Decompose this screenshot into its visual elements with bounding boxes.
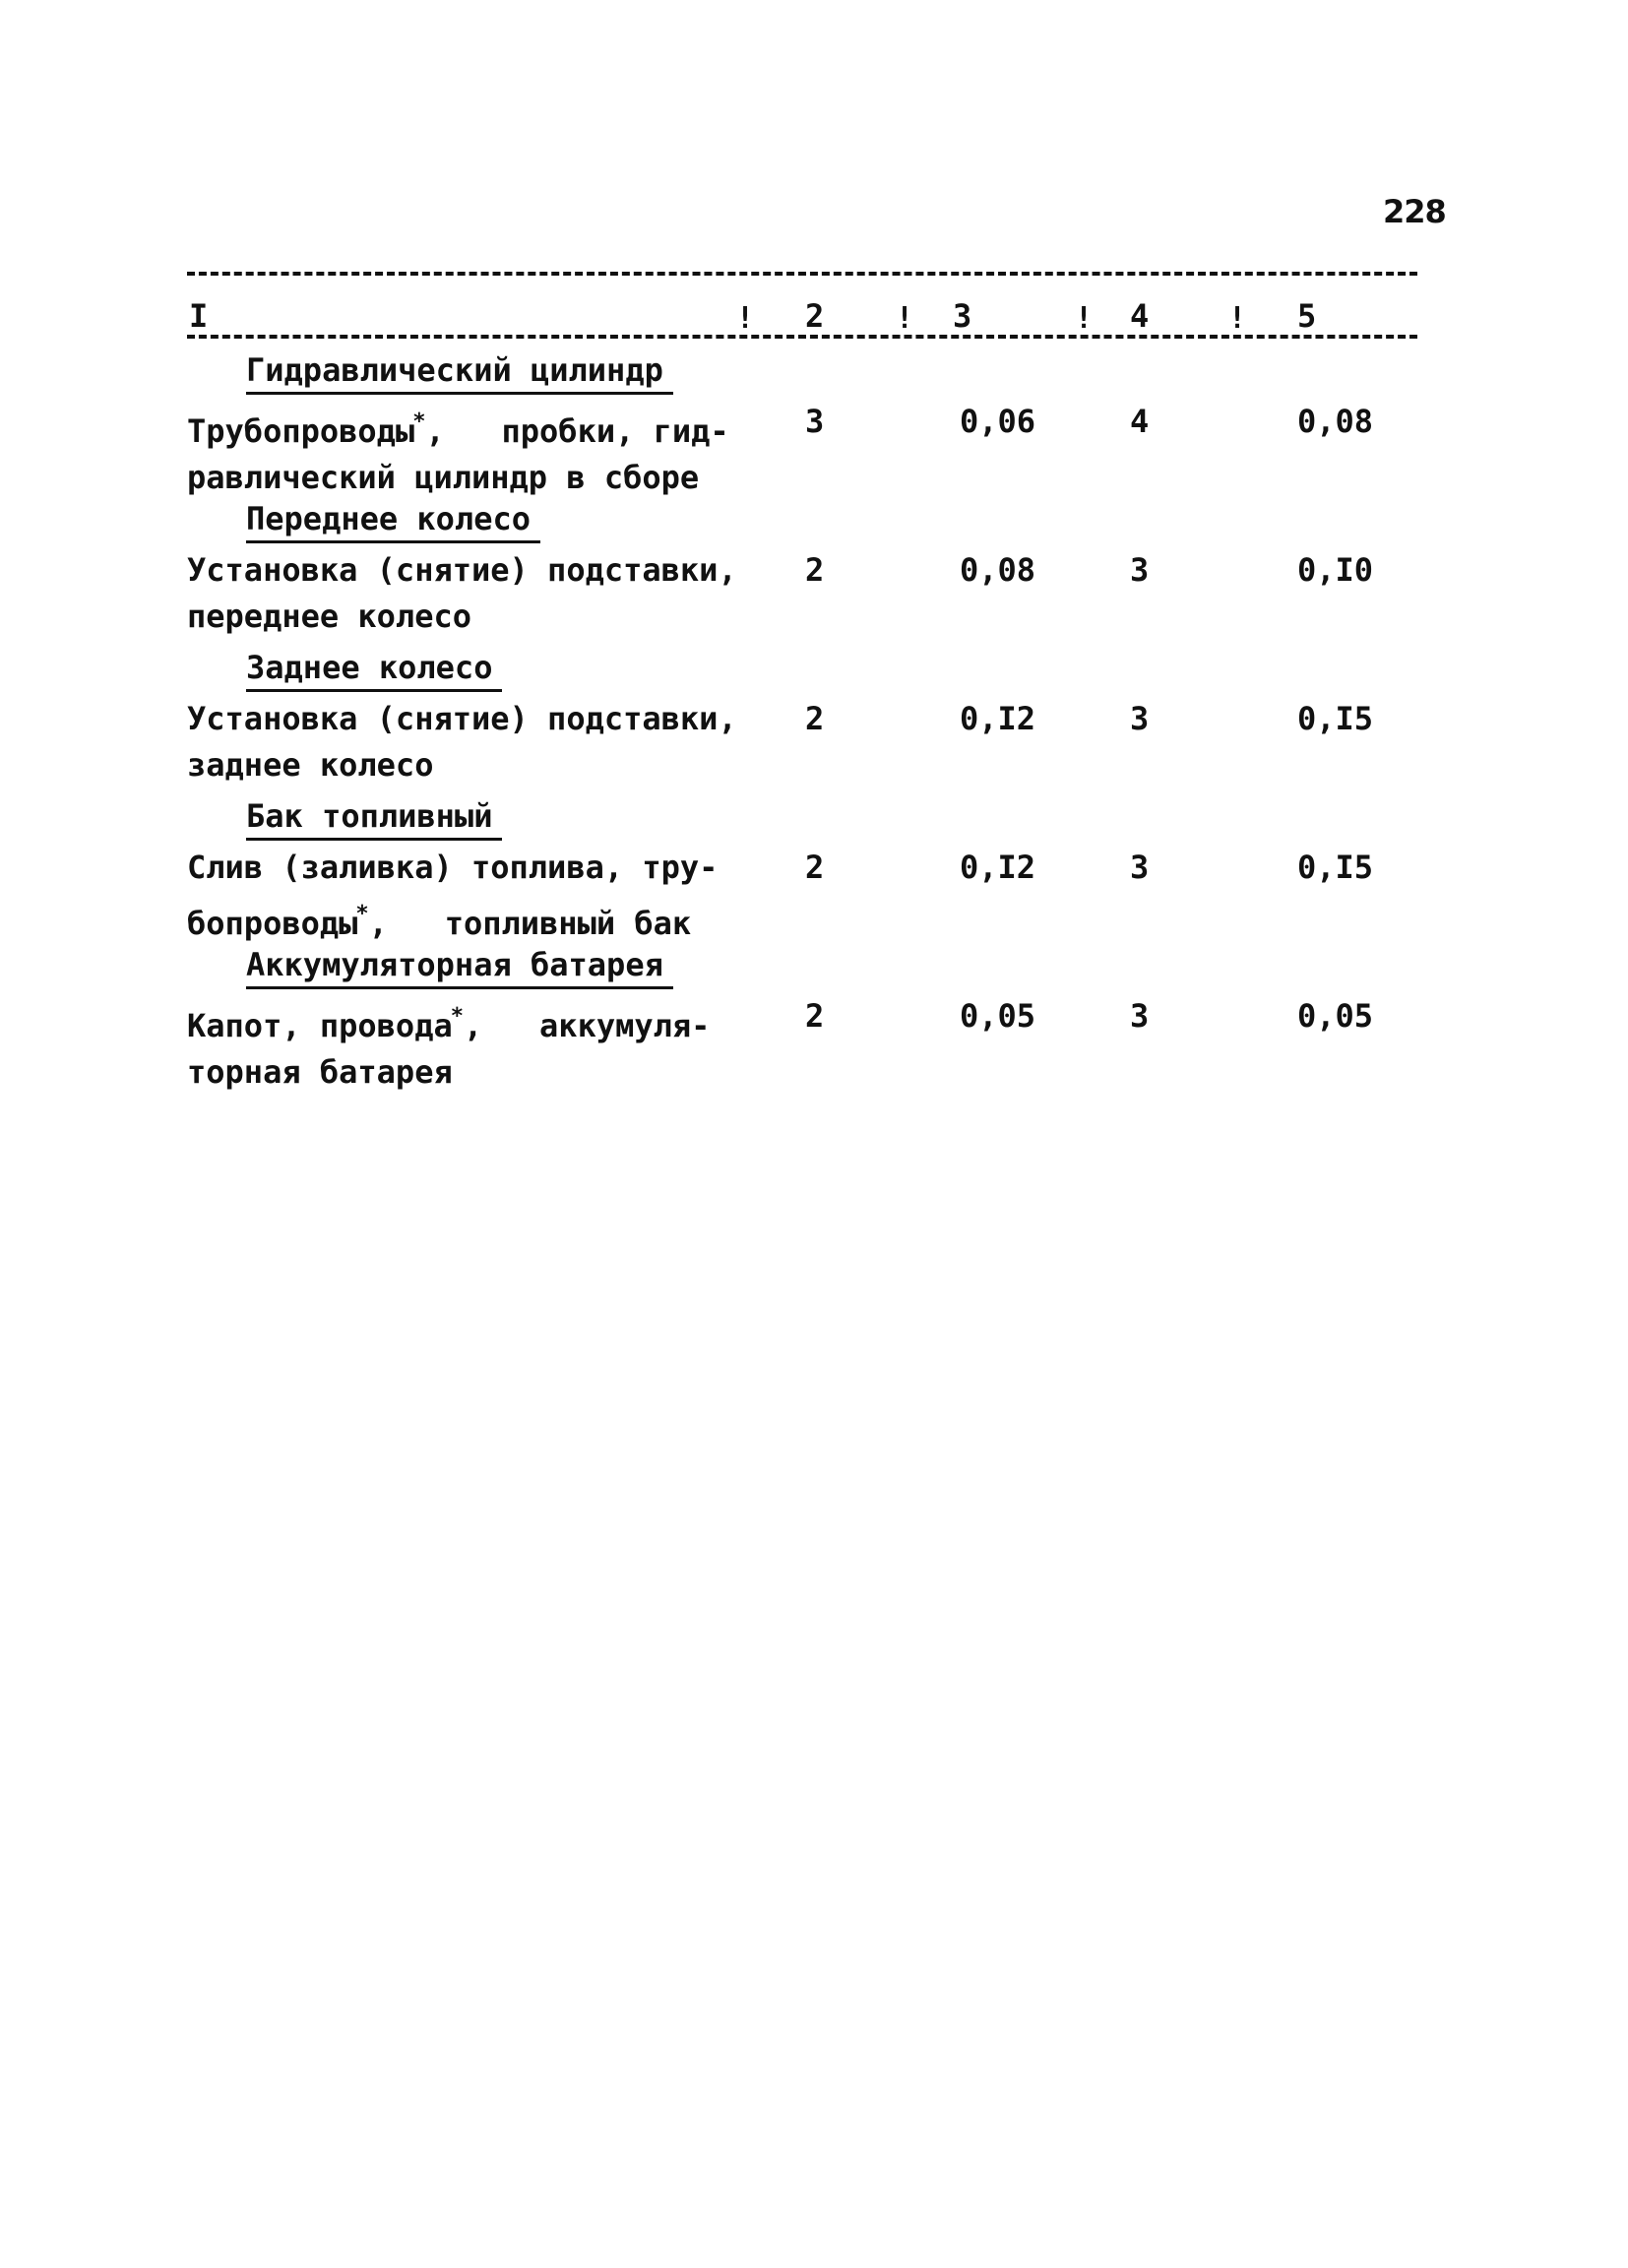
page-number: 228 bbox=[1383, 193, 1446, 230]
row-text: Слив (заливка) топлива, тру- bbox=[187, 849, 719, 886]
row-text: Установка (снятие) подставки, bbox=[187, 700, 737, 737]
header-col-4: 4 bbox=[1130, 297, 1150, 335]
row-text: равлический цилиндр в сборе bbox=[187, 459, 700, 496]
cell-col-2: 2 bbox=[805, 700, 825, 737]
cell-col-5: 0,I5 bbox=[1297, 849, 1374, 886]
cell-col-4: 3 bbox=[1130, 849, 1150, 886]
row-text: Трубопроводы bbox=[187, 412, 415, 450]
table-section bbox=[187, 933, 1417, 1091]
header-col-3: 3 bbox=[953, 297, 972, 335]
table-section bbox=[187, 636, 1417, 785]
cell-col-3: 0,06 bbox=[960, 403, 1036, 440]
row-text: торная батарея bbox=[187, 1053, 453, 1091]
footnote-mark: * bbox=[355, 902, 369, 926]
table-row bbox=[187, 395, 1417, 496]
row-text: заднее колесо bbox=[187, 746, 434, 784]
section-title: Переднее колесо bbox=[246, 497, 540, 543]
cell-col-3: 0,08 bbox=[960, 551, 1036, 589]
table-row bbox=[187, 841, 1417, 942]
row-text: Капот, провода bbox=[187, 1007, 453, 1044]
row-text: , пробки, гид- bbox=[425, 412, 729, 450]
table-body bbox=[187, 339, 1417, 1091]
section-title: Заднее колесо bbox=[246, 646, 502, 692]
row-description bbox=[187, 547, 738, 640]
row-text: , топливный бак bbox=[368, 905, 692, 942]
table-row bbox=[187, 692, 1417, 785]
norms-table bbox=[187, 272, 1417, 1091]
table-header bbox=[187, 284, 1417, 339]
table-section bbox=[187, 487, 1417, 636]
footnote-mark: * bbox=[412, 410, 426, 434]
row-text: , аккумуля- bbox=[463, 1007, 711, 1044]
cell-col-2: 2 bbox=[805, 849, 825, 886]
row-text: Установка (снятие) подставки, bbox=[187, 551, 737, 589]
row-text: переднее колесо bbox=[187, 598, 471, 635]
header-separator: ! bbox=[896, 301, 914, 336]
row-description bbox=[187, 696, 738, 788]
cell-col-3: 0,05 bbox=[960, 997, 1036, 1035]
cell-col-3: 0,I2 bbox=[960, 849, 1036, 886]
cell-col-4: 3 bbox=[1130, 997, 1150, 1035]
table-row bbox=[187, 543, 1417, 636]
cell-col-4: 3 bbox=[1130, 700, 1150, 737]
table-section bbox=[187, 339, 1417, 496]
row-description bbox=[187, 399, 738, 501]
section-title: Гидравлический цилиндр bbox=[246, 348, 673, 395]
cell-col-5: 0,05 bbox=[1297, 997, 1374, 1035]
cell-col-5: 0,08 bbox=[1297, 403, 1374, 440]
header-col-2: 2 bbox=[805, 297, 825, 335]
table-section bbox=[187, 785, 1417, 942]
row-description bbox=[187, 993, 738, 1096]
cell-col-5: 0,I5 bbox=[1297, 700, 1374, 737]
header-col-1: I bbox=[189, 297, 209, 335]
cell-col-3: 0,I2 bbox=[960, 700, 1036, 737]
header-separator: ! bbox=[1228, 301, 1247, 336]
cell-col-2: 2 bbox=[805, 997, 825, 1035]
section-title: Аккумуляторная батарея bbox=[246, 943, 673, 989]
section-title: Бак топливный bbox=[246, 794, 502, 841]
header-col-5: 5 bbox=[1297, 297, 1317, 335]
row-description bbox=[187, 845, 738, 947]
header-separator: ! bbox=[1075, 301, 1094, 336]
table-top-rule bbox=[187, 272, 1417, 276]
row-text: бопроводы bbox=[187, 905, 358, 942]
header-separator: ! bbox=[736, 301, 755, 336]
footnote-mark: * bbox=[450, 1004, 464, 1029]
cell-col-2: 2 bbox=[805, 551, 825, 589]
table-row bbox=[187, 989, 1417, 1091]
cell-col-4: 3 bbox=[1130, 551, 1150, 589]
cell-col-2: 3 bbox=[805, 403, 825, 440]
cell-col-4: 4 bbox=[1130, 403, 1150, 440]
cell-col-5: 0,I0 bbox=[1297, 551, 1374, 589]
